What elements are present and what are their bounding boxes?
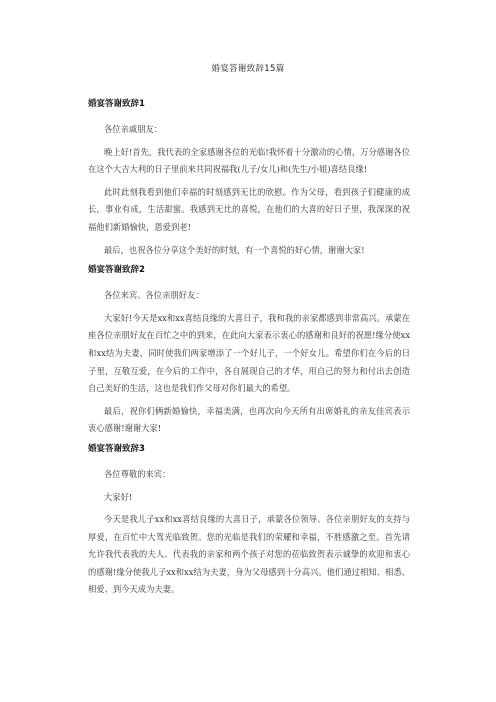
section-3 — [88, 443, 410, 599]
paragraph: 晚上好!首先，我代表的全家感谢各位的光临!我怀着十分激动的心情，万分感谢各位在这个大吉大利的日子里前来共同祝福我(儿子/女儿)和(先生/小姐)喜结良缘! — [88, 146, 410, 175]
paragraph: 大家好!今天是xx和xx喜结良缘的大喜日子，我和我的亲家都感到非常高兴。承蒙在座各位亲朋好友在百忙之中的到来，在此向大家表示衷心的感谢和良好的祝愿!缘分使xx和xx结为夫妻，同时使我们两家增添了一个好儿子，一个好女儿。希望你们在今后的日子里，互敬互爱，在今后的工作中，各自展现自己的才华，用自己的努力和付出去创造自己美好的生活，这也是我们作父母对你们最大的希望。 — [88, 312, 410, 394]
paragraph: 各位来宾、各位亲朋好友： — [104, 290, 204, 301]
paragraph: 最后，祝你们俩新婚愉快，幸福美满，也再次向今天所有出席婚礼的亲友佳宾表示衷心感谢!谢谢大家! — [88, 405, 410, 434]
paragraph: 此时此刻我看到他们幸福的时刻感到无比的欣慰。作为父母，看到孩子们健康的成长，事业有成，生活甜蜜。我感到无比的喜悦，在他们的大喜的好日子里，我深深的祝福他们新婚愉快，恩爱到老! — [88, 186, 410, 232]
document-body — [88, 98, 410, 604]
paragraph: 大家好! — [104, 491, 133, 502]
paragraph: 今天是我儿子xx和xx喜结良缘的大喜日子，承蒙各位领导、各位亲朋好友的支持与厚爱，在百忙中大驾光临致贺。您的光临是我们的荣耀和幸福，不胜感激之至。首先请允许我代表我的夫人、代表我的亲家和两个孩子对您的莅临致贺表示诚挚的欢迎和衷心的感谢!缘分使我儿子xx和xx结为夫妻，身为父母感到十分高兴。他们通过相知、相悉、相爱、到今天成为夫妻。 — [88, 514, 410, 595]
paragraph: 最后，也祝各位分享这个美好的时刻，有一个喜悦的好心情，谢谢大家! — [104, 244, 365, 255]
paragraph: 各位亲戚朋友： — [104, 124, 163, 134]
section-heading: 婚宴答谢致辞3 — [88, 443, 145, 454]
section-2 — [88, 264, 410, 438]
section-heading: 婚宴答谢致辞2 — [88, 265, 145, 276]
section-heading: 婚宴答谢致辞1 — [88, 99, 145, 109]
document-title: 婚宴答谢致辞15篇 — [211, 64, 285, 74]
section-1 — [88, 98, 410, 259]
paragraph: 各位尊敬的来宾： — [104, 468, 171, 479]
